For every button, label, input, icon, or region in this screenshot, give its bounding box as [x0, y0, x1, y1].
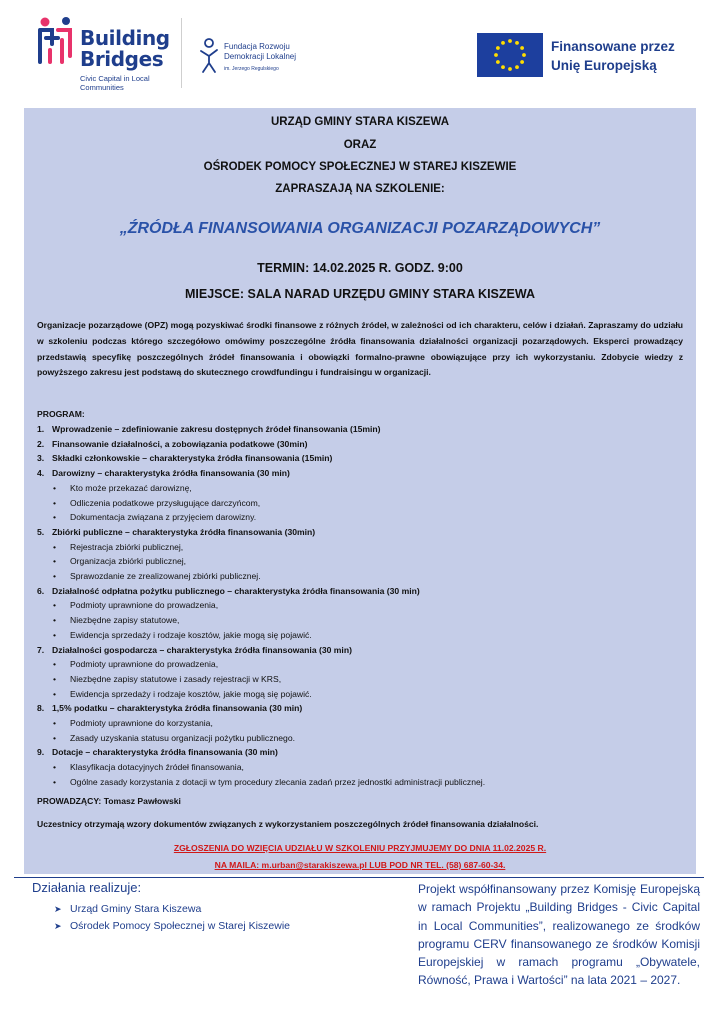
item-text: Odliczenia podatkowe przysługujące darczyńcom, — [70, 497, 261, 508]
item-text: Niezbędne zapisy statutowe, — [70, 615, 180, 626]
frdl-patron: im. Jerzego Regulskiego — [224, 66, 279, 72]
realizer-item — [54, 903, 201, 915]
realizer-label: Urząd Gminy Stara Kiszewa — [70, 903, 202, 915]
frdl-person-icon — [198, 38, 220, 74]
item-text: Dotacje – charakterystyka źródła finansowania (30 min) — [52, 747, 278, 758]
invite-line: ZAPRASZAJĄ NA SZKOLENIE: — [275, 183, 445, 195]
item-number: 7. — [37, 644, 45, 655]
item-text: Darowizny – charakterystyka źródła finansowania (30 min) — [52, 468, 290, 479]
bullet-icon: • — [53, 497, 57, 508]
frdl-line-1: Fundacja Rozwoju — [224, 42, 290, 51]
program-subitem — [53, 775, 485, 789]
program-item — [37, 643, 352, 657]
bullet-icon: • — [53, 512, 57, 523]
building-bridges-icon — [36, 16, 76, 68]
training-title: „ŹRÓDŁA FINANSOWANIA ORGANIZACJI POZARZĄDOWYCH” — [119, 220, 601, 237]
item-text: Podmioty uprawnione do korzystania, — [70, 718, 213, 728]
training-date: TERMIN: 14.02.2025 R. GODZ. 9:00 — [257, 261, 463, 275]
program-subitem — [53, 657, 218, 671]
item-text: Działalności gospodarcza – charakterystyka źródła finansowania (30 min) — [52, 644, 352, 655]
item-text: Organizacja zbiórki publicznej, — [70, 556, 187, 567]
realizer-label: Ośrodek Pomocy Społecznej w Starej Kiszewie — [70, 920, 291, 932]
logo-subtitle: Civic Capital in Local Communities — [80, 74, 150, 92]
realize-label: Działania realizuje: — [32, 880, 142, 895]
bullet-icon: • — [53, 571, 57, 581]
program-item — [37, 701, 302, 715]
project-funding-note: Projekt współfinansowany przez Komisję Europejską w ramach Projektu „Building Bridges - Civic Capital in Local Communities”, realizowanego ze środków programu CERV finansowanego ze środków Komisji Europejskiej w ramach programu „Obywatele, Równość, Prawa i Wartości” na lata 2021 – 2027. — [418, 882, 700, 988]
arrow-bullet-icon: ➤ — [54, 904, 62, 914]
program-item — [37, 745, 278, 759]
program-subitem — [53, 481, 192, 495]
participants-note: Uczestnicy otrzymają wzory dokumentów związanych z wykorzystaniem poszczególnych źródeł finansowania działalności. — [37, 819, 539, 829]
item-text: Klasyfikacja dotacyjnych źródeł finansowania, — [70, 762, 244, 773]
program-subitem — [53, 496, 260, 510]
item-text: Zbiórki publiczne – charakterystyka źródła finansowania (30min) — [52, 526, 316, 537]
program-subitem — [53, 569, 261, 583]
bullet-icon: • — [53, 776, 57, 787]
eu-line-1: Finansowane przez — [551, 39, 675, 54]
program-item — [37, 437, 307, 451]
program-subitem — [53, 613, 179, 627]
organizer-2: OŚRODEK POMOCY SPOŁECZNEJ W STAREJ KISZEWIE — [203, 161, 517, 173]
item-number: 3. — [37, 453, 45, 464]
organizer-1: URZĄD GMINY STARA KISZEWA — [270, 116, 450, 128]
bullet-icon: • — [53, 615, 57, 626]
bullet-icon: • — [53, 718, 57, 728]
item-text: Ewidencja sprzedaży i rodzaje kosztów, jakie mogą się pojawić. — [70, 629, 312, 640]
building-bridges-logo — [36, 16, 176, 96]
item-number: 2. — [37, 438, 45, 449]
item-text: Zasady uzyskania statusu organizacji pożytku publicznego. — [70, 732, 295, 743]
program-item — [37, 584, 420, 598]
item-text: Wprowadzenie – zdefiniowanie zakresu dostępnych źródeł finansowania (15min) — [52, 424, 381, 434]
program-subitem — [53, 628, 312, 642]
invitation-panel — [24, 108, 696, 874]
item-text: Ogólne zasady korzystania z dotacji w tym procedury zlecania zadań przez jednostki administracji publicznej. — [70, 776, 486, 787]
program-item — [37, 466, 290, 480]
bullet-icon: • — [53, 556, 57, 567]
bullet-icon: • — [53, 732, 57, 743]
header — [0, 0, 723, 108]
item-number: 1. — [37, 424, 45, 434]
item-text: Finansowanie działalności, a zobowiązania podatkowe (30min) — [52, 438, 308, 449]
bullet-icon: • — [53, 629, 57, 640]
registration-deadline: ZGŁOSZENIA DO WZIĘCIA UDZIAŁU W SZKOLENIU PRZYJMUJEMY DO DNIA 11.02.2025 R. — [173, 843, 547, 853]
bullet-icon: • — [53, 482, 57, 493]
arrow-bullet-icon: ➤ — [54, 921, 62, 931]
item-text: Rejestracja zbiórki publicznej, — [70, 541, 184, 552]
organizer-and: ORAZ — [343, 139, 377, 151]
lead-label: PROWADZĄCY: — [37, 796, 102, 806]
program-subitem — [53, 540, 183, 554]
item-text: Niezbędne zapisy statutowe i zasady rejestracji w KRS, — [70, 673, 282, 684]
eu-line-2: Unię Europejską — [551, 58, 657, 73]
program-subitem — [53, 672, 281, 686]
item-text: Dokumentacja związana z przyjęciem darowizny. — [70, 512, 257, 523]
logo-word-building: Building — [80, 26, 170, 50]
item-text: Podmioty uprawnione do prowadzenia, — [70, 600, 219, 611]
item-text: Podmioty uprawnione do prowadzenia, — [70, 659, 219, 670]
program-subitem — [53, 554, 186, 568]
program-subitem — [53, 598, 218, 612]
program-label: PROGRAM: — [37, 409, 85, 419]
bullet-icon: • — [53, 541, 57, 552]
program-item — [37, 451, 332, 465]
realizer-item — [54, 920, 290, 932]
program-subitem — [53, 687, 312, 701]
logo-word-bridges: Bridges — [80, 47, 164, 71]
bullet-icon: • — [53, 659, 57, 670]
building-bridges-wordmark — [80, 28, 170, 70]
program-subitem — [53, 510, 256, 524]
program-subitem — [53, 760, 244, 774]
item-text: Kto może przekazać darowiznę, — [70, 482, 192, 493]
item-text: Sprawozdanie ze zrealizowanej zbiórki publicznej. — [70, 571, 261, 581]
item-text: Ewidencja sprzedaży i rodzaje kosztów, jakie mogą się pojawić. — [70, 688, 312, 699]
training-place: MIEJSCE: SALA NARAD URZĘDU GMINY STARA KISZEWA — [184, 287, 535, 301]
lead-name: Tomasz Pawłowski — [103, 796, 181, 806]
program-subitem — [53, 716, 213, 730]
bullet-icon: • — [53, 688, 57, 699]
bullet-icon: • — [53, 762, 57, 773]
header-divider — [181, 18, 182, 88]
footer-divider — [14, 877, 704, 878]
item-number: 4. — [37, 468, 45, 479]
frdl-line-2: Demokracji Lokalnej — [224, 51, 297, 61]
program-item — [37, 422, 381, 436]
item-number: 9. — [37, 747, 45, 758]
bullet-icon: • — [53, 600, 57, 611]
eu-flag-icon — [477, 33, 543, 77]
eu-funding-label — [551, 37, 675, 75]
item-number: 6. — [37, 585, 45, 596]
frdl-name — [224, 42, 296, 61]
lead-trainer — [37, 796, 181, 806]
frdl-logo — [198, 38, 328, 78]
intro-paragraph: Organizacje pozarządowe (OPZ) mogą pozyskiwać środki finansowe z różnych źródeł, w zależności od ich charakteru, celów i działań. Zapraszamy do udziału w szkoleniu podczas którego szczegółowo omówimy poszczególne źródła finansowania działalności organizacji pozarządowych. Eksperci prowadzący przedstawią specyfikę poszczególnych źródeł finansowania i obowiązki formalno-prawne obowiązujące przy ich wykorzystaniu. Zdobycie wiedzy z powyższego zakresu jest podstawą do skutecznego crowdfundingu i fundraisingu w organizacji. — [37, 320, 683, 378]
registration-contact[interactable]: NA MAILA: m.urban@starakiszewa.pl LUB POD NR TEL. (58) 687-60-34. — [214, 860, 506, 870]
item-number: 5. — [37, 526, 45, 537]
bullet-icon: • — [53, 673, 57, 684]
item-number: 8. — [37, 703, 45, 714]
item-text: 1,5% podatku – charakterystyka źródła finansowania (30 min) — [52, 703, 303, 714]
program-item — [37, 525, 315, 539]
program-subitem — [53, 731, 295, 745]
item-text: Działalność odpłatna pożytku publicznego – charakterystyka źródła finansowania (30 min) — [52, 585, 420, 596]
item-text: Składki członkowskie – charakterystyka źródła finansowania (15min) — [52, 453, 333, 464]
